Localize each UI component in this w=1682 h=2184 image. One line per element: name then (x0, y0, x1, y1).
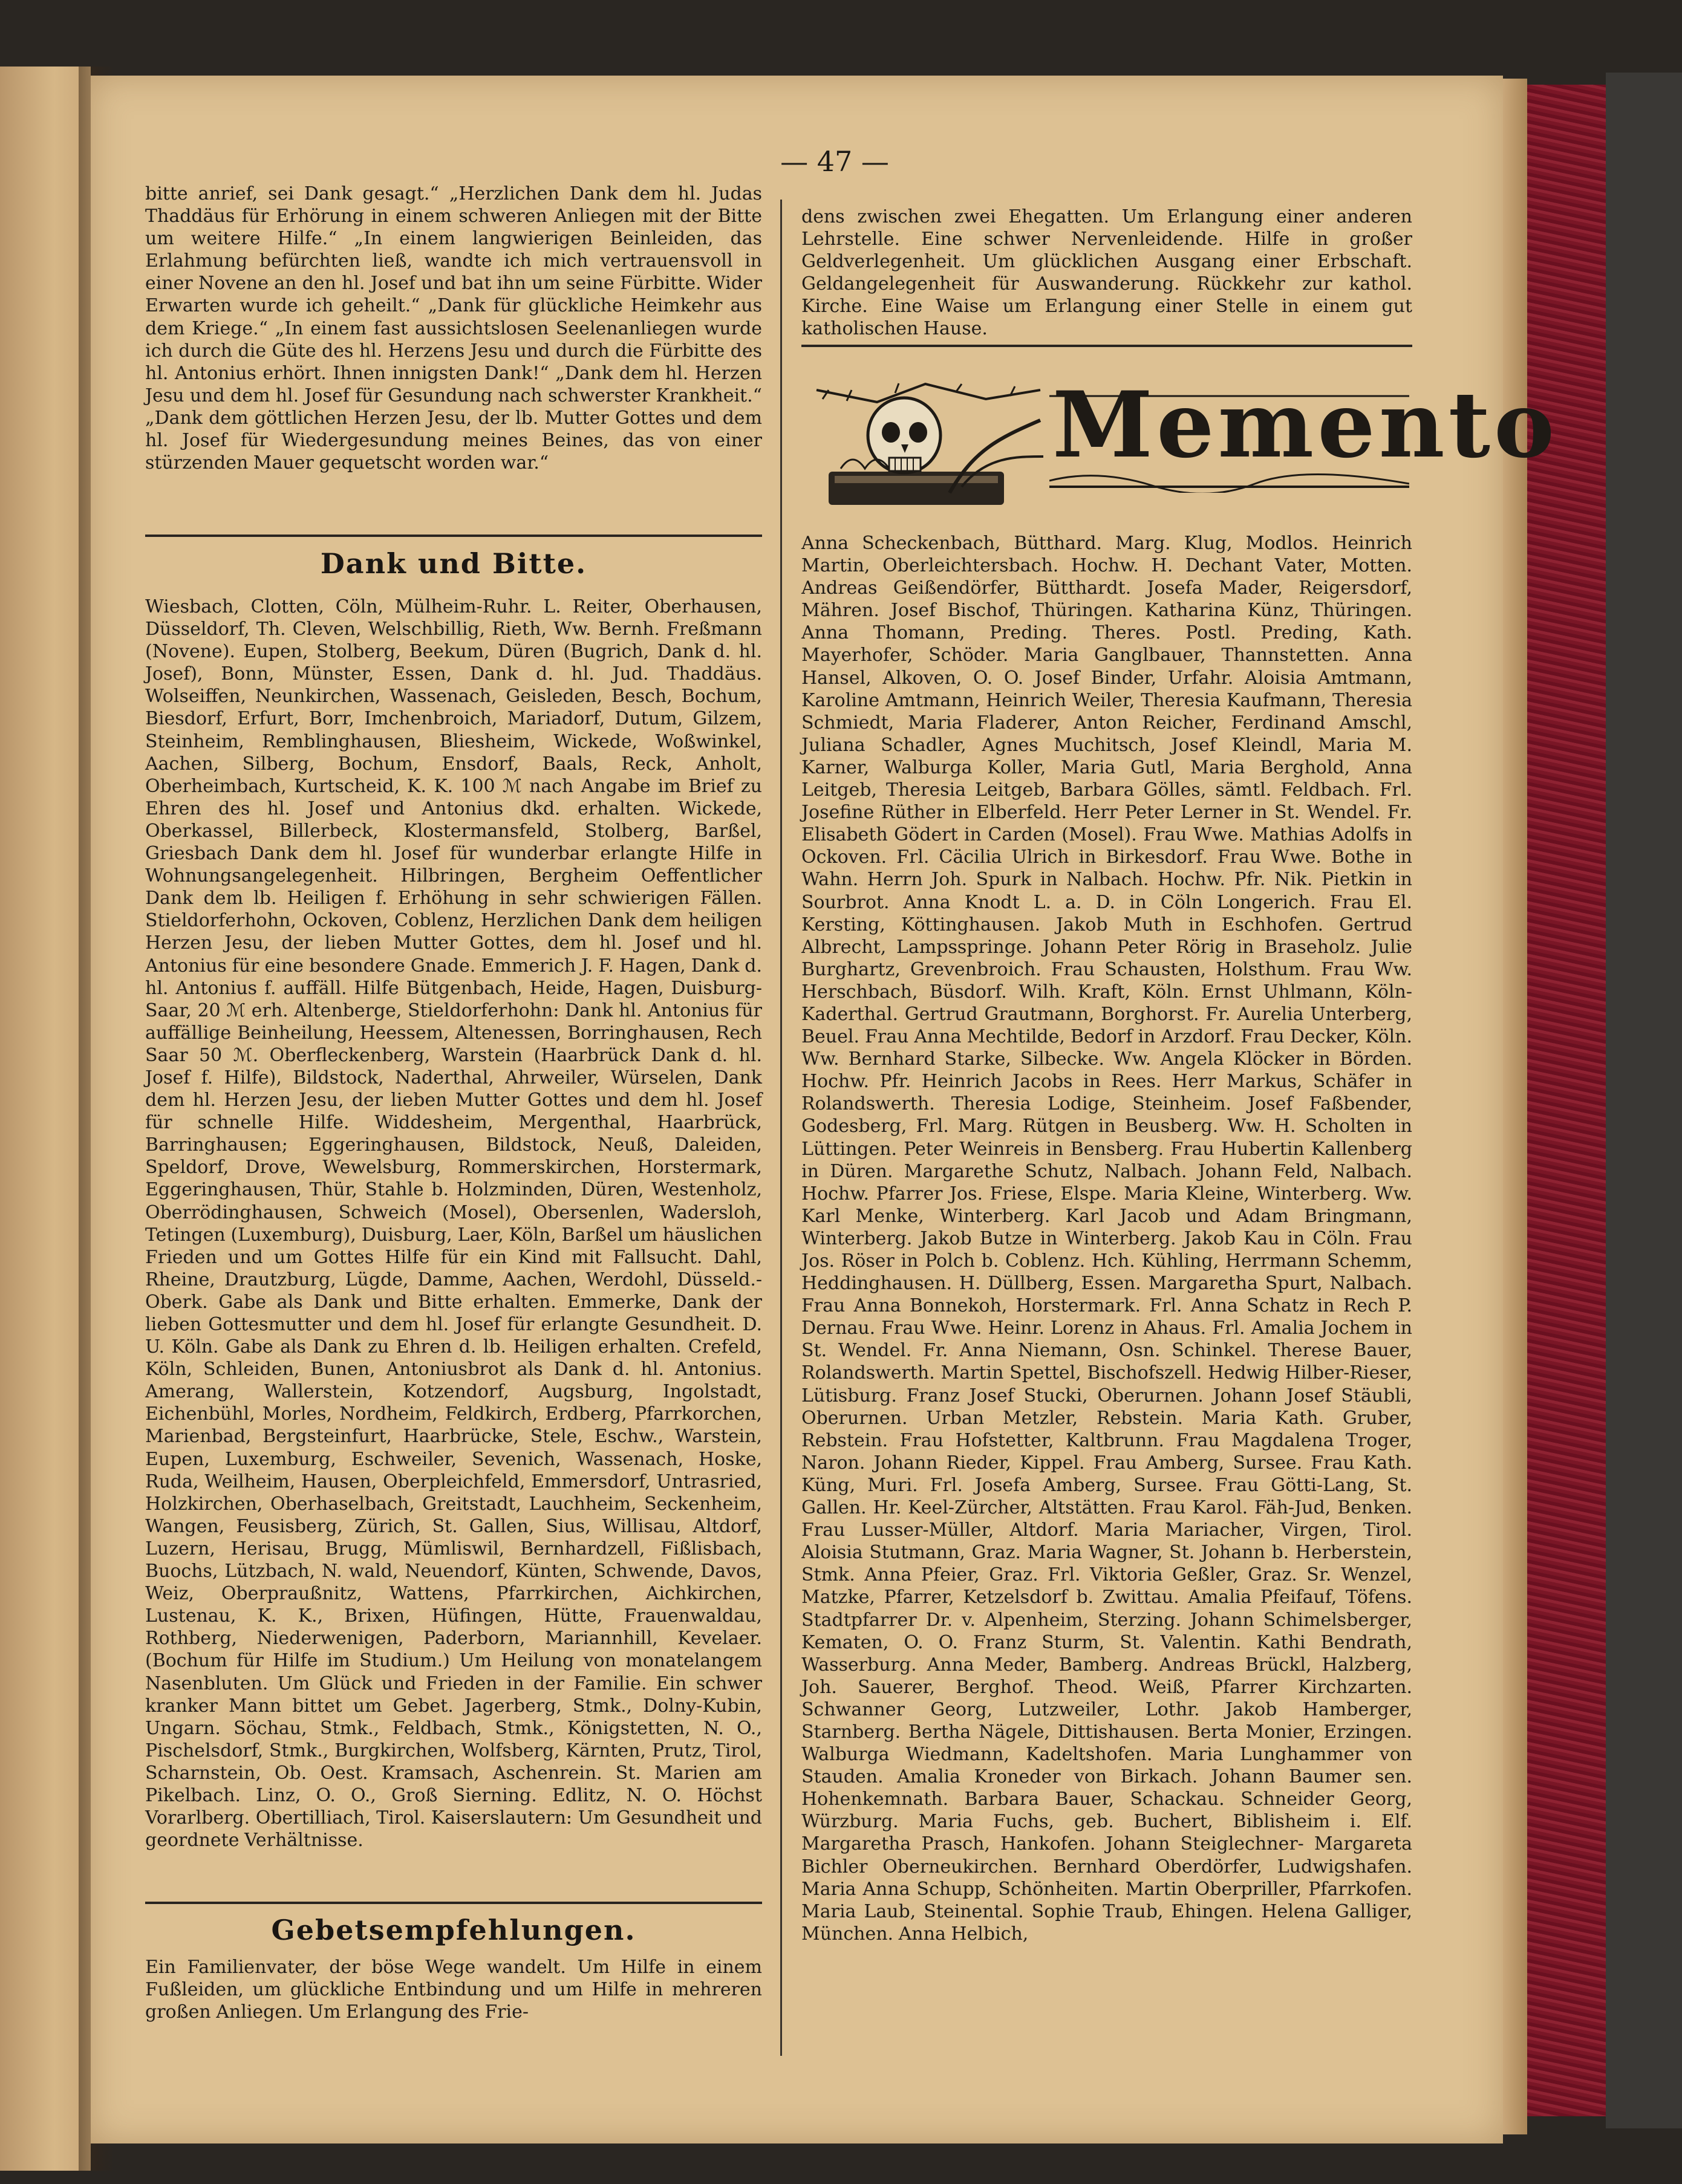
memento-paragraph (801, 532, 1412, 1945)
gebetsempfehlungen-paragraph (145, 1956, 762, 2023)
column-divider (780, 200, 782, 2056)
dank-und-bitte-paragraph (145, 596, 762, 1851)
gebetsempfehlungen-text: Ein Familienvater, der böse Wege wandelt. Um Hilfe in einem Fußleiden, um glückliche Entbindung und um Hilfe in mehreren großen Anliegen. Um Erlangung des Frie- (145, 1957, 762, 2023)
dank-und-bitte-text: Wiesbach, Clotten, Cöln, Mülheim-Ruhr. L. Reiter, Oberhausen, Düsseldorf, Th. Cleven, Welschbillig, Rieth, Ww. Bernh. Freßmann (Novene). Eupen, Stolberg, Beekum, Düren (Bugrich, Dank d. hl. Josef), Bonn, Münster, Essen, Dank d. hl. Jud. Thaddäus. Wolseiffen, Neunkirchen, Wassenach, Geisleden, Besch, Bochum, Biesdorf, Erfurt, Borr, Imchenbroich, Mariadorf, Dutum, Gilzem, Steinheim, Remblinghausen, Bliesheim, Wickede, Woßwinkel, Aachen, Silberg, Bochum, Ensdorf, Baals, Reck, Anholt, Oberheimbach, Kurtscheid, K. K. 100 ℳ nach Angabe im Brief zu Ehren des hl. Josef und Antonius dkd. erhalten. Wickede, Oberkassel, Billerbeck, Klostermansfeld, Stolberg, Barßel, Griesbach Dank dem hl. Josef für wunderbar erlangte Hilfe in Wohnungsangelegenheit. Hilbringen, Bergheim Oeffentlicher Dank dem lb. Heiligen f. Erhöhung in sehr schwierigen Fällen. Stieldorferhohn, Ockoven, Coblenz, Herzlichen Dank dem heiligen Herzen Jesu, der lieben Mutter Gottes, dem hl. Josef und hl. Antonius für eine besondere Gnade. Emmerich J. F. Hagen, Dank d. hl. Antonius f. auffäll. Hilfe Bütgenbach, Heide, Hagen, Duisburg-Saar, 20 ℳ erh. Altenberge, Stieldorferhohn: Dank hl. Antonius für auffällige Beinheilung, Heessem, Altenessen, Borringhausen, Rech Saar 50 ℳ. Oberfleckenberg, Warstein (Haarbrück Dank d. hl. Josef f. Hilfe), Bildstock, Naderthal, Ahrweiler, Würselen, Dank dem hl. Herzen Jesu, der lieben Mutter Gottes und dem hl. Josef für schnelle Hilfe. Widdesheim, Mergenthal, Haarbrück, Barringhausen; Eggeringhausen, Bildstock, Neuß, Daleiden, Speldorf, Drove, Wewelsburg, Rommerskirchen, Horstermark, Eggeringhausen, Thür, Stahle b. Holzminden, Düren, Westenholz, Oberrödinghausen, Schweich (Mosel), Obersenlen, Wadersloh, Tetingen (Luxemburg), Duisburg, Laer, Köln, Barßel um häuslichen Frieden und um Gottes Hilfe für ein Kind mit Fallsucht. Dahl, Rheine, Drautzburg, Lügde, Damme, Aachen, Werdohl, Düsseld.-Oberk. Gabe als Dank und Bitte erhalten. Emmerke, Dank der lieben Gottesmutter und dem hl. Josef für erlangte Gesundheit. D. U. Köln. Gabe als Dank zu Ehren d. lb. Heiligen erhalten. Crefeld, Köln, Schleiden, Bunen, Antoniusbrot als Dank d. hl. Antonius. Amerang, Wallerstein, Kotzendorf, Augsburg, Ingolstadt, Eichenbühl, Morles, Nordheim, Feldkirch, Erdberg, Pfarrkorchen, Marienbad, Bergsteinfurt, Haarbrücke, Stele, Eschw., Warstein, Eupen, Luxemburg, Eschweiler, Sevenich, Wassenach, Hoske, Ruda, Weilheim, Hausen, Oberpleichfeld, Emmersdorf, Untrasried, Holzkirchen, Oberhaselbach, Greitstadt, Lauchheim, Seckenheim, Wangen, Feusisberg, Zürich, St. Gallen, Sius, Willisau, Altdorf, Luzern, Herisau, Brugg, Mümliswil, Bernhardzell, Fißlisbach, Buochs, Lützbach, N. wald, Neuendorf, Künten, Schwende, Davos, Weiz, Oberpraußnitz, Wattens, Pfarrkirchen, Aichkirchen, Lustenau, K. K., Brixen, Hüfingen, Hütte, Frauenwaldau, Rothberg, Niederwenigen, Paderborn, Mariannhill, Kevelaer. (Bochum für Hilfe im Studium.) Um Heilung von monatelangem Nasenbluten. Um Glück und Frieden in der Familie. Ein schwer kranker Mann bittet um Gebet. Jagerberg, Stmk., Dolny-Kubin, Ungarn. Söchau, Stmk., Feldbach, Stmk., Königstetten, N. O., Pischelsdorf, Stmk., Burgkirchen, Wolfsberg, Kärnten, Prutz, Tirol, Scharnstein, Ob. Oest. Kramsach, Aschenrein. St. Marien am Pikelbach. Linz, O. O., Groß Sierning. Edlitz, N. O. Höchst Vorarlberg. Obertilliach, Tirol. Kaiserslautern: Um Gesundheit und geordnete Verhältnisse. (145, 596, 762, 1851)
skull-emblem-icon (804, 366, 1046, 526)
left-intro-text: bitte anrief, sei Dank gesagt.“ „Herzlichen Dank dem hl. Judas Thaddäus für Erhörung in einem schweren Anliegen mit der Bitte um weitere Hilfe.“ „In einem langwierigen Beinleiden, das Erlahmung befürchten ließ, wandte ich mich vertrauensvoll in einer Novene an den hl. Josef und bat ihn um seine Fürbitte. Wider Erwarten wurde ich geheilt.“ „Dank für glückliche Heimkehr aus dem Kriege.“ „In einem fast aussichtslosen Seelenanliegen wurde ich durch die Güte des hl. Herzens Jesu und durch die Fürbitte des hl. Antonius erhört. Ihnen innigsten Dank!“ „Dank dem hl. Herzen Jesu und dem hl. Josef für Gesundung nach schwerster Krankheit.“ „Dank dem göttlichen Herzen Jesu, der lb. Mutter Gottes und dem hl. Josef für Wiedergesundung meines Beines, das von einer stürzenden Mauer gequetscht worden war.“ (145, 183, 762, 474)
section-heading-dank-und-bitte: Dank und Bitte. (320, 547, 587, 580)
memento-title: Memento (1052, 372, 1559, 478)
section-rule (145, 1902, 762, 1904)
section-heading-gebetsempfehlungen: Gebetsempfehlungen. (271, 1914, 636, 1946)
right-intro-paragraph (801, 206, 1412, 340)
section-rule (801, 345, 1412, 347)
left-intro-paragraph (145, 183, 762, 515)
book-cover-cloth (1606, 73, 1682, 2128)
memento-header (804, 366, 1559, 526)
memento-text: Anna Scheckenbach, Bütthard. Marg. Klug, Modlos. Heinrich Martin, Oberleichtersbach. Hochw. H. Dechant Vater, Motten. Andreas Geißendörfer, Bütthardt. Josefa Mader, Reigersdorf, Mähren. Josef Bischof, Thüringen. Katharina Künz, Thüringen. Anna Thomann, Preding. Theres. Postl. Preding, Kath. Mayerhofer, Schöder. Maria Ganglbauer, Thannstetten. Anna Hansel, Alkoven, O. O. Josef Binder, Urfahr. Aloisia Amtmann, Karoline Amtmann, Heinrich Weiler, Theresia Kaufmann, Theresia Schmiedt, Maria Fladerer, Anton Reicher, Ferdinand Amschl, Juliana Schadler, Agnes Muchitsch, Josef Kleindl, Maria M. Karner, Walburga Koller, Maria Gutl, Maria Berghold, Anna Leitgeb, Theresia Leitgeb, Barbara Gölles, sämtl. Feldbach. Frl. Josefine Rüther in Elberfeld. Herr Peter Lerner in St. Wendel. Fr. Elisabeth Gödert in Carden (Mosel). Frau Wwe. Mathias Adolfs in Ockoven. Frl. Cäcilia Ulrich in Birkesdorf. Frau Wwe. Bothe in Wahn. Herrn Joh. Spurk in Nalbach. Hochw. Pfr. Nik. Pietkin in Sourbrot. Anna Knodt L. a. D. in Cöln Longerich. Frau El. Kersting, Köttinghausen. Jakob Muth in Eschhofen. Gertrud Albrecht, Lampsspringe. Johann Peter Rörig in Braseholz. Julie Burghartz, Grevenbroich. Frau Schausten, Holsthum. Frau Ww. Herschbach, Büsdorf. Wilh. Kraft, Köln. Ernst Uhlmann, Köln-Kaderthal. Gertrud Grautmann, Borghorst. Fr. Aurelia Unterberg, Beuel. Frau Anna Mechtilde, Bedorf in Arzdorf. Frau Decker, Köln. Ww. Bernhard Starke, Silbecke. Ww. Angela Klöcker in Börden. Hochw. Pfr. Heinrich Jacobs in Rees. Herr Markus, Schäfer in Rolandswerth. Theresia Lodige, Steinheim. Josef Faßbender, Godesberg, Frl. Marg. Rütgen in Beusberg. Ww. H. Scholten in Lüttingen. Peter Weinreis in Bensberg. Frau Hubertin Kallenberg in Düren. Margarethe Schutz, Nalbach. Johann Feld, Nalbach. Hochw. Pfarrer Jos. Friese, Elspe. Maria Kleine, Winterberg. Ww. Karl Menke, Winterberg. Karl Jacob und Adam Bringmann, Winterberg. Jakob Butze in Winterberg. Jakob Kau in Cöln. Frau Jos. Röser in Polch b. Coblenz. Hch. Kühling, Herrmann Schemm, Heddinghausen. H. Düllberg, Essen. Margaretha Spurt, Nalbach. Frau Anna Bonnekoh, Horstermark. Frl. Anna Schatz in Rech P. Dernau. Frau Wwe. Heinr. Lorenz in Ahaus. Frl. Amalia Jochem in St. Wendel. Fr. Anna Niemann, Osn. Schinkel. Therese Bauer, Rolandswerth. Martin Spettel, Bischofszell. Hedwig Hilber-Rieser, Lütisburg. Franz Josef Stucki, Oberurnen. Johann Josef Stäubli, Oberurnen. Urban Metzler, Rebstein. Maria Kath. Gruber, Rebstein. Frau Hofstetter, Kaltbrunn. Frau Magdalena Troger, Naron. Johann Rieder, Kippel. Frau Amberg, Sursee. Frau Kath. Küng, Muri. Frl. Josefa Amberg, Sursee. Frau Götti-Lang, St. Gallen. Hr. Keel-Zürcher, Altstätten. Frau Karol. Fäh-Jud, Benken. Frau Lusser-Müller, Altdorf. Maria Mariacher, Virgen, Tirol. Aloisia Stutmann, Graz. Maria Wagner, St. Johann b. Herberstein, Stmk. Anna Pfeier, Graz. Frl. Viktoria Geßler, Graz. Sr. Wenzel, Matzke, Pfarrer, Ketzelsdorf b. Zwittau. Amalia Pfeifauf, Töfens. Stadtpfarrer Dr. v. Alpenheim, Sterzing. Johann Schimelsberger, Kematen, O. O. Franz Sturm, St. Valentin. Kathi Bendrath, Wasserburg. Anna Meder, Bamberg. Andreas Brückl, Halzberg, Joh. Sauerer, Berghof. Theod. Weiß, Pfarrer Kirchzarten. Schwanner Georg, Lutzweiler, Lothr. Jakob Hamberger, Starnberg. Bertha Nägele, Dittishausen. Berta Monier, Erzingen. Walburga Wiedmann, Kadeltshofen. Maria Lunghammer von Stauden. Amalia Kroneder von Birkach. Johann Baumer sen. Hohenkemnath. Barbara Bauer, Schackau. Schneider Georg, Würzburg. Maria Fuchs, geb. Buchert, Biblisheim i. Elf. Margaretha Prasch, Hankofen. Johann Steiglechner- Margareta Bichler Oberneukirchen. Bernhard Oberdörfer, Ludwigshafen. Maria Anna Schupp, Schönheiten. Martin Oberpriller, Pfarrkofen. Maria Laub, Steinental. Sophie Traub, Ehingen. Helena Galliger, München. Anna Helbich, (801, 533, 1412, 1945)
page-number: — 47 — (780, 145, 889, 178)
facing-page-edge (0, 67, 91, 2171)
right-intro-text: dens zwischen zwei Ehegatten. Um Erlangung einer anderen Lehrstelle. Eine schwer Nervenleidende. Hilfe in großer Geldverlegenheit. Um glücklichen Ausgang einer Erbschaft. Geldangelegenheit für Auswanderung. Rückkehr zur kathol. Kirche. Eine Waise um Erlangung einer Stelle in einem gut katholischen Hause. (801, 206, 1412, 340)
section-rule (145, 535, 762, 537)
